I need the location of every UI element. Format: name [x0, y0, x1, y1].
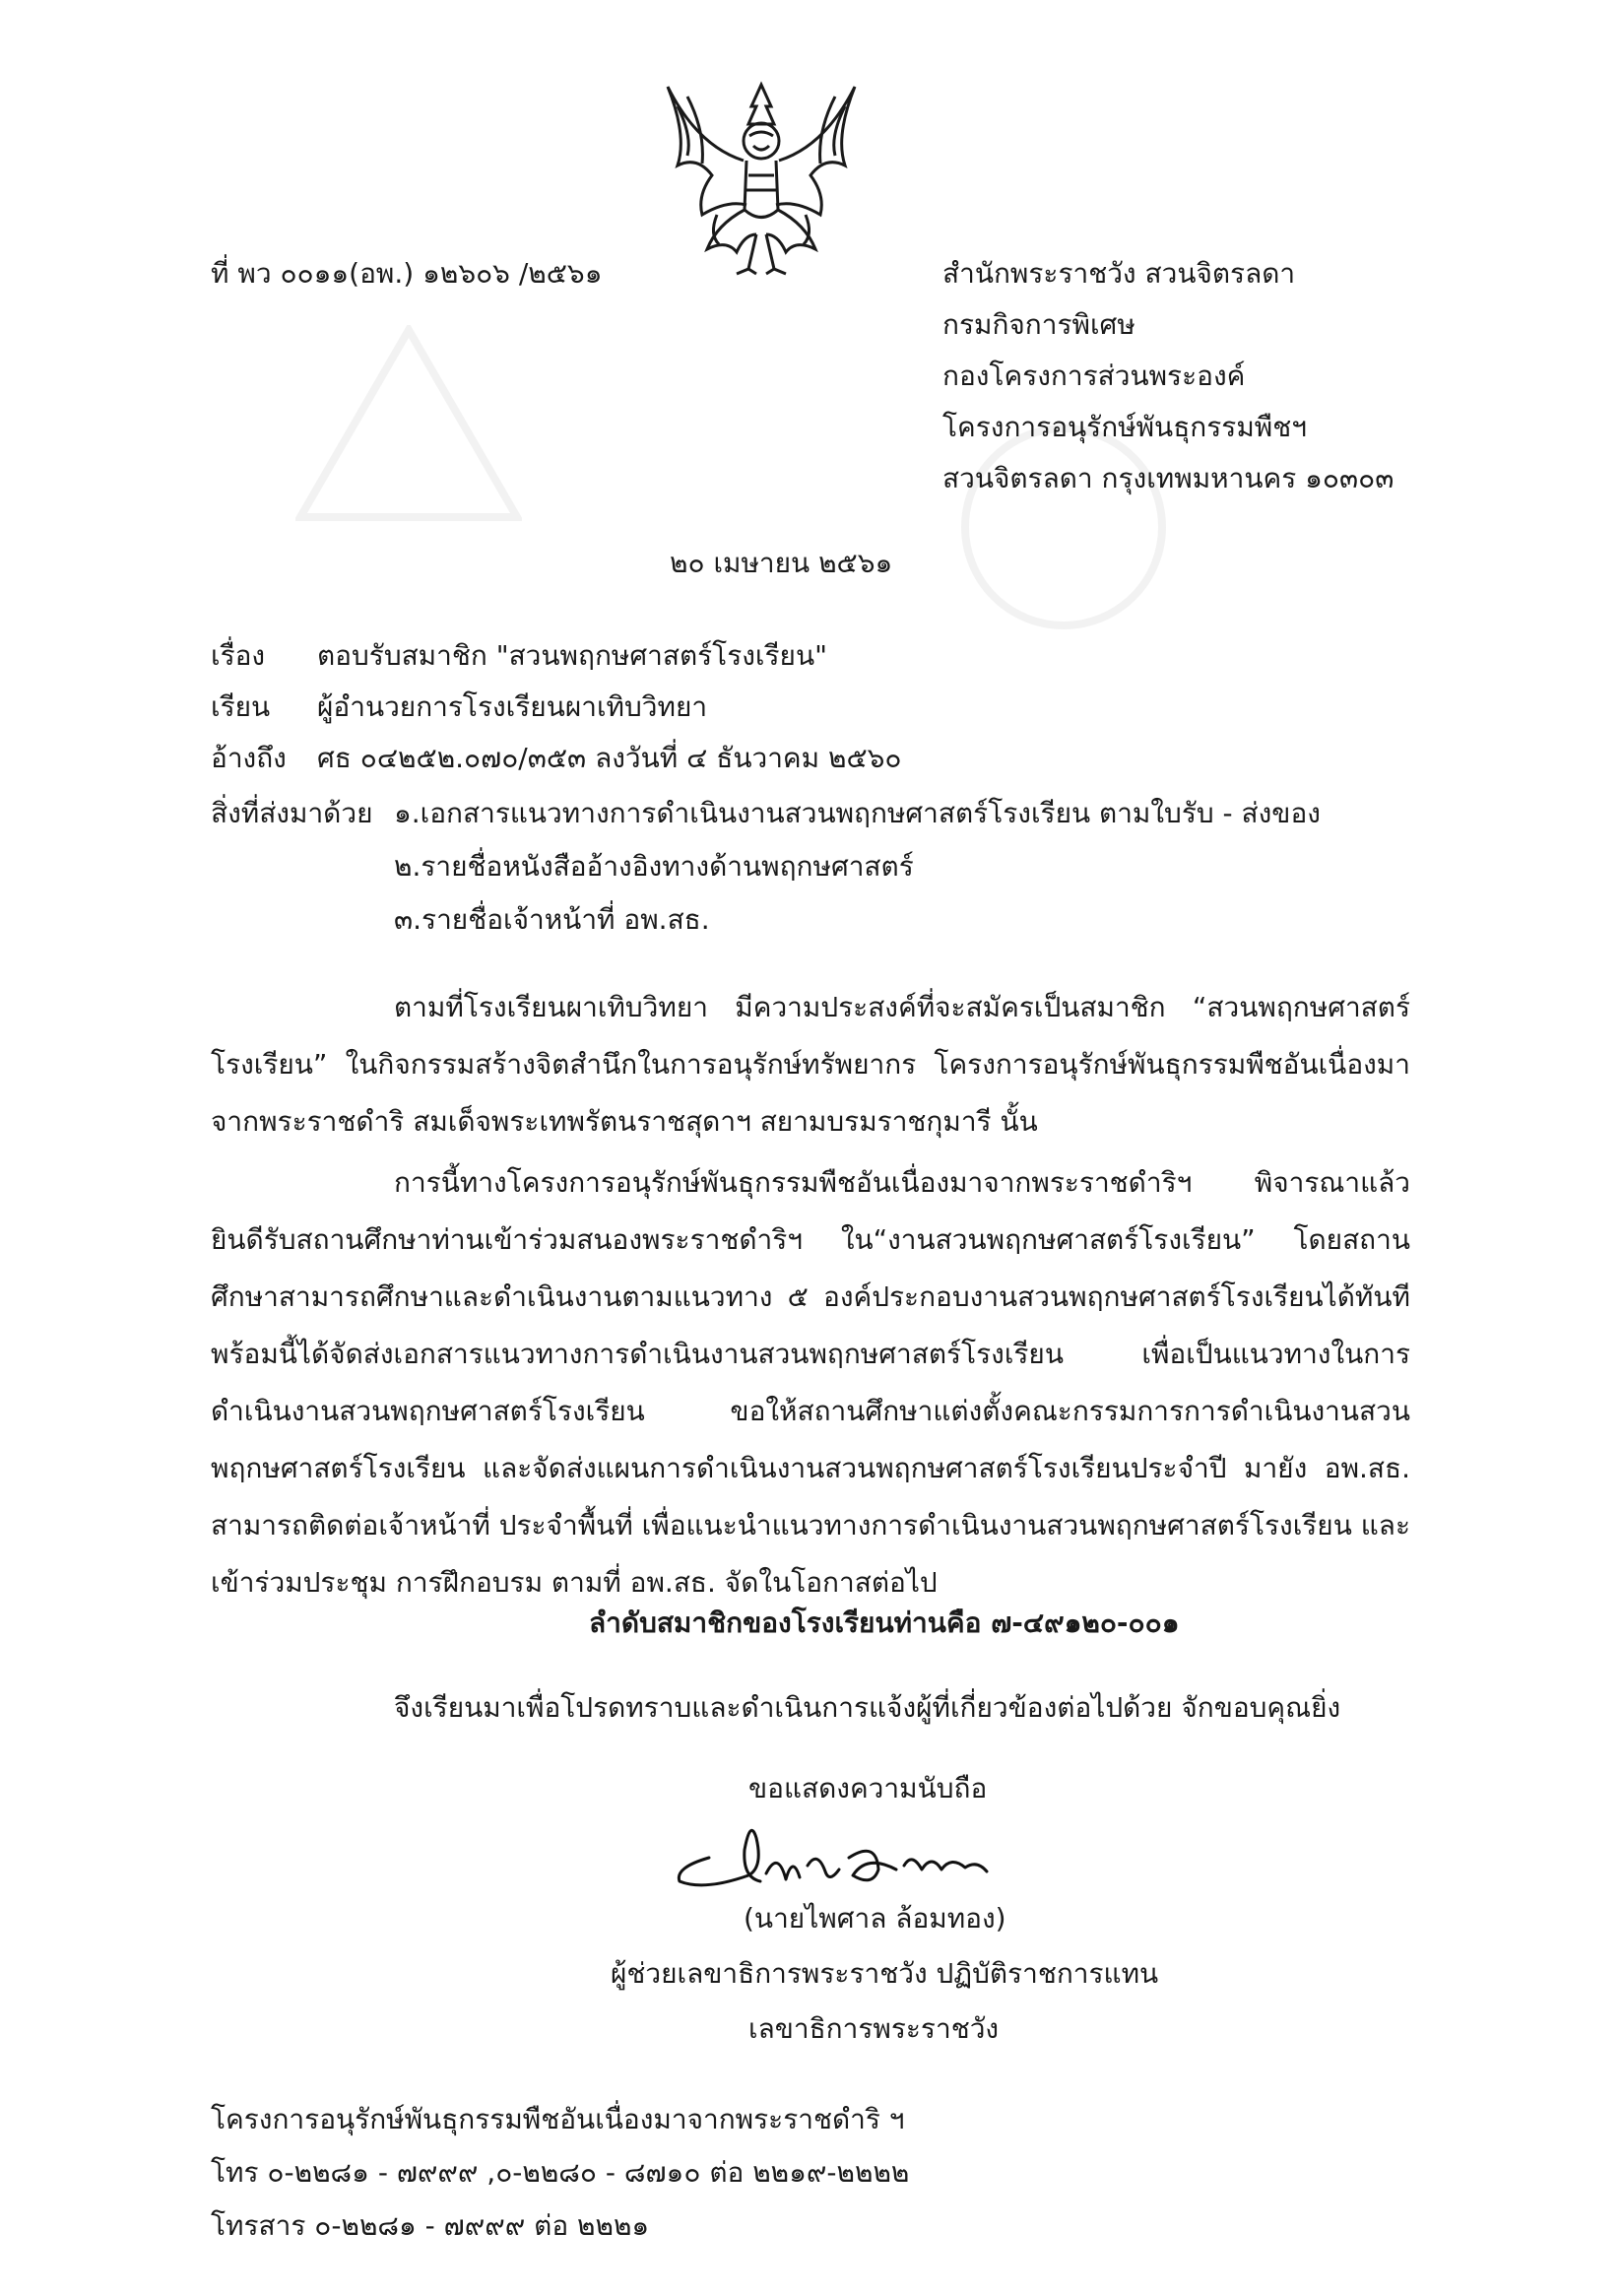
to-label: เรียน: [211, 690, 271, 723]
garuda-emblem-icon: [658, 77, 865, 279]
signer-organization: เลขาธิการพระราชวัง: [748, 2012, 1000, 2045]
signer-name: (นายไพศาล ล้อมทอง): [744, 1902, 1006, 1935]
subject-text: ตอบรับสมาชิก "สวนพฤกษศาสตร์โรงเรียน": [317, 639, 827, 672]
salutation: ขอแสดงความนับถือ: [748, 1772, 988, 1804]
sender-line-4: โครงการอนุรักษ์พันธุกรรมพืชฯ: [942, 411, 1307, 443]
footer-telephone: โทร ๐-๒๒๘๑ - ๗๙๙๙ ,๐-๒๒๘๐ - ๘๗๑๐ ต่อ ๒๒๑๙-๒๒๒๒: [211, 2156, 910, 2189]
enclosure-item: ๓.รายชื่อเจ้าหน้าที่ อพ.สธ.: [394, 903, 710, 936]
body-paragraph-2: การนี้ทางโครงการอนุรักษ์พันธุกรรมพืชอันเนื่องมาจากพระราชดำริฯ พิจารณาแล้ว ยินดีรับสถานศึกษาท่านเข้าร่วมสนองพระราชดำริฯ ใน“งานสวนพฤกษศาสตร์โรงเรียน” โดยสถานศึกษาสามารถศึกษาและดำเนินงานตามแนวทาง ๕ องค์ประกอบงานสวนพฤกษศาสตร์โรงเรียนได้ทันที พร้อมนี้ได้จัดส่งเอกสารแนวทางการดำเนินงานสวนพฤกษศาสตร์โรงเรียน เพื่อเป็นแนวทางในการดำเนินงานสวนพฤกษศาสตร์โรงเรียน ขอให้สถานศึกษาแต่งตั้งคณะกรรมการการดำเนินงานสวนพฤกษศาสตร์โรงเรียน และจัดส่งแผนการดำเนินงานสวนพฤกษศาสตร์โรงเรียนประจำปี มายัง อพ.สธ. สามารถติดต่อเจ้าหน้าที่ ประจำพื้นที่ เพื่อแนะนำแนวทางการดำเนินงานสวนพฤกษศาสตร์โรงเรียน และเข้าร่วมประชุม การฝึกอบรม ตามที่ อพ.สธ. จัดในโอกาสต่อไป: [211, 1166, 1410, 1599]
footer-fax: โทรสาร ๐-๒๒๘๑ - ๗๙๙๙ ต่อ ๒๒๒๑: [211, 2209, 650, 2242]
reference-text: ศธ ๐๔๒๕๒.๐๗๐/๓๕๓ ลงวันที่ ๔ ธันวาคม ๒๕๖๐: [317, 742, 902, 774]
watermark-left-icon: [295, 325, 522, 522]
signer-title: ผู้ช่วยเลขาธิการพระราชวัง ปฏิบัติราชการแทน: [611, 1957, 1159, 1990]
sender-line-5: สวนจิตรลดา กรุงเทพมหานคร ๑๐๓๐๓: [942, 462, 1394, 494]
footer-organization: โครงการอนุรักษ์พันธุกรรมพืชอันเนื่องมาจากพระราชดำริ ฯ: [211, 2103, 905, 2135]
letter-date: ๒๐ เมษายน ๒๕๖๑: [670, 547, 893, 579]
sender-line-1: สำนักพระราชวัง สวนจิตรลดา: [942, 257, 1296, 290]
to-text: ผู้อำนวยการโรงเรียนผาเทิบวิทยา: [317, 690, 708, 723]
reference-label: อ้างถึง: [211, 742, 287, 774]
closing-request: จึงเรียนมาเพื่อโปรดทราบและดำเนินการแจ้งผู้ที่เกี่ยวข้องต่อไปด้วย จักขอบคุณยิ่ง: [394, 1691, 1341, 1724]
member-number: ลำดับสมาชิกของโรงเรียนท่านคือ ๗-๔๙๑๒๐-๐๐๑: [589, 1607, 1180, 1639]
subject-label: เรื่อง: [211, 639, 266, 672]
enclosure-label: สิ่งที่ส่งมาด้วย: [211, 797, 373, 829]
sender-line-2: กรมกิจการพิเศษ: [942, 308, 1135, 341]
enclosure-item: ๒.รายชื่อหนังสืออ้างอิงทางด้านพฤกษศาสตร์: [394, 850, 914, 883]
enclosure-item: ๑.เอกสารแนวทางการดำเนินงานสวนพฤกษศาสตร์โรงเรียน ตามใบรับ - ส่งของ: [394, 797, 1321, 829]
sender-line-3: กองโครงการส่วนพระองค์: [942, 360, 1246, 392]
watermark-right-icon: [950, 414, 1177, 640]
reference-number: ที่ พว ๐๐๑๑(อพ.) ๑๒๖๐๖ /๒๕๖๑: [211, 257, 603, 290]
body-paragraph-1: ตามที่โรงเรียนผาเทิบวิทยา มีความประสงค์ที่จะสมัครเป็นสมาชิก “สวนพฤกษศาสตร์โรงเรียน” ในกิจกรรมสร้างจิตสำนึกในการอนุรักษ์ทรัพยากร โครงการอนุรักษ์พันธุกรรมพืชอันเนื่องมาจากพระราชดำริ สมเด็จพระเทพรัตนราชสุดาฯ สยามบรมราชกุมารี นั้น: [211, 991, 1410, 1138]
handwritten-signature-icon: [670, 1810, 1024, 1904]
